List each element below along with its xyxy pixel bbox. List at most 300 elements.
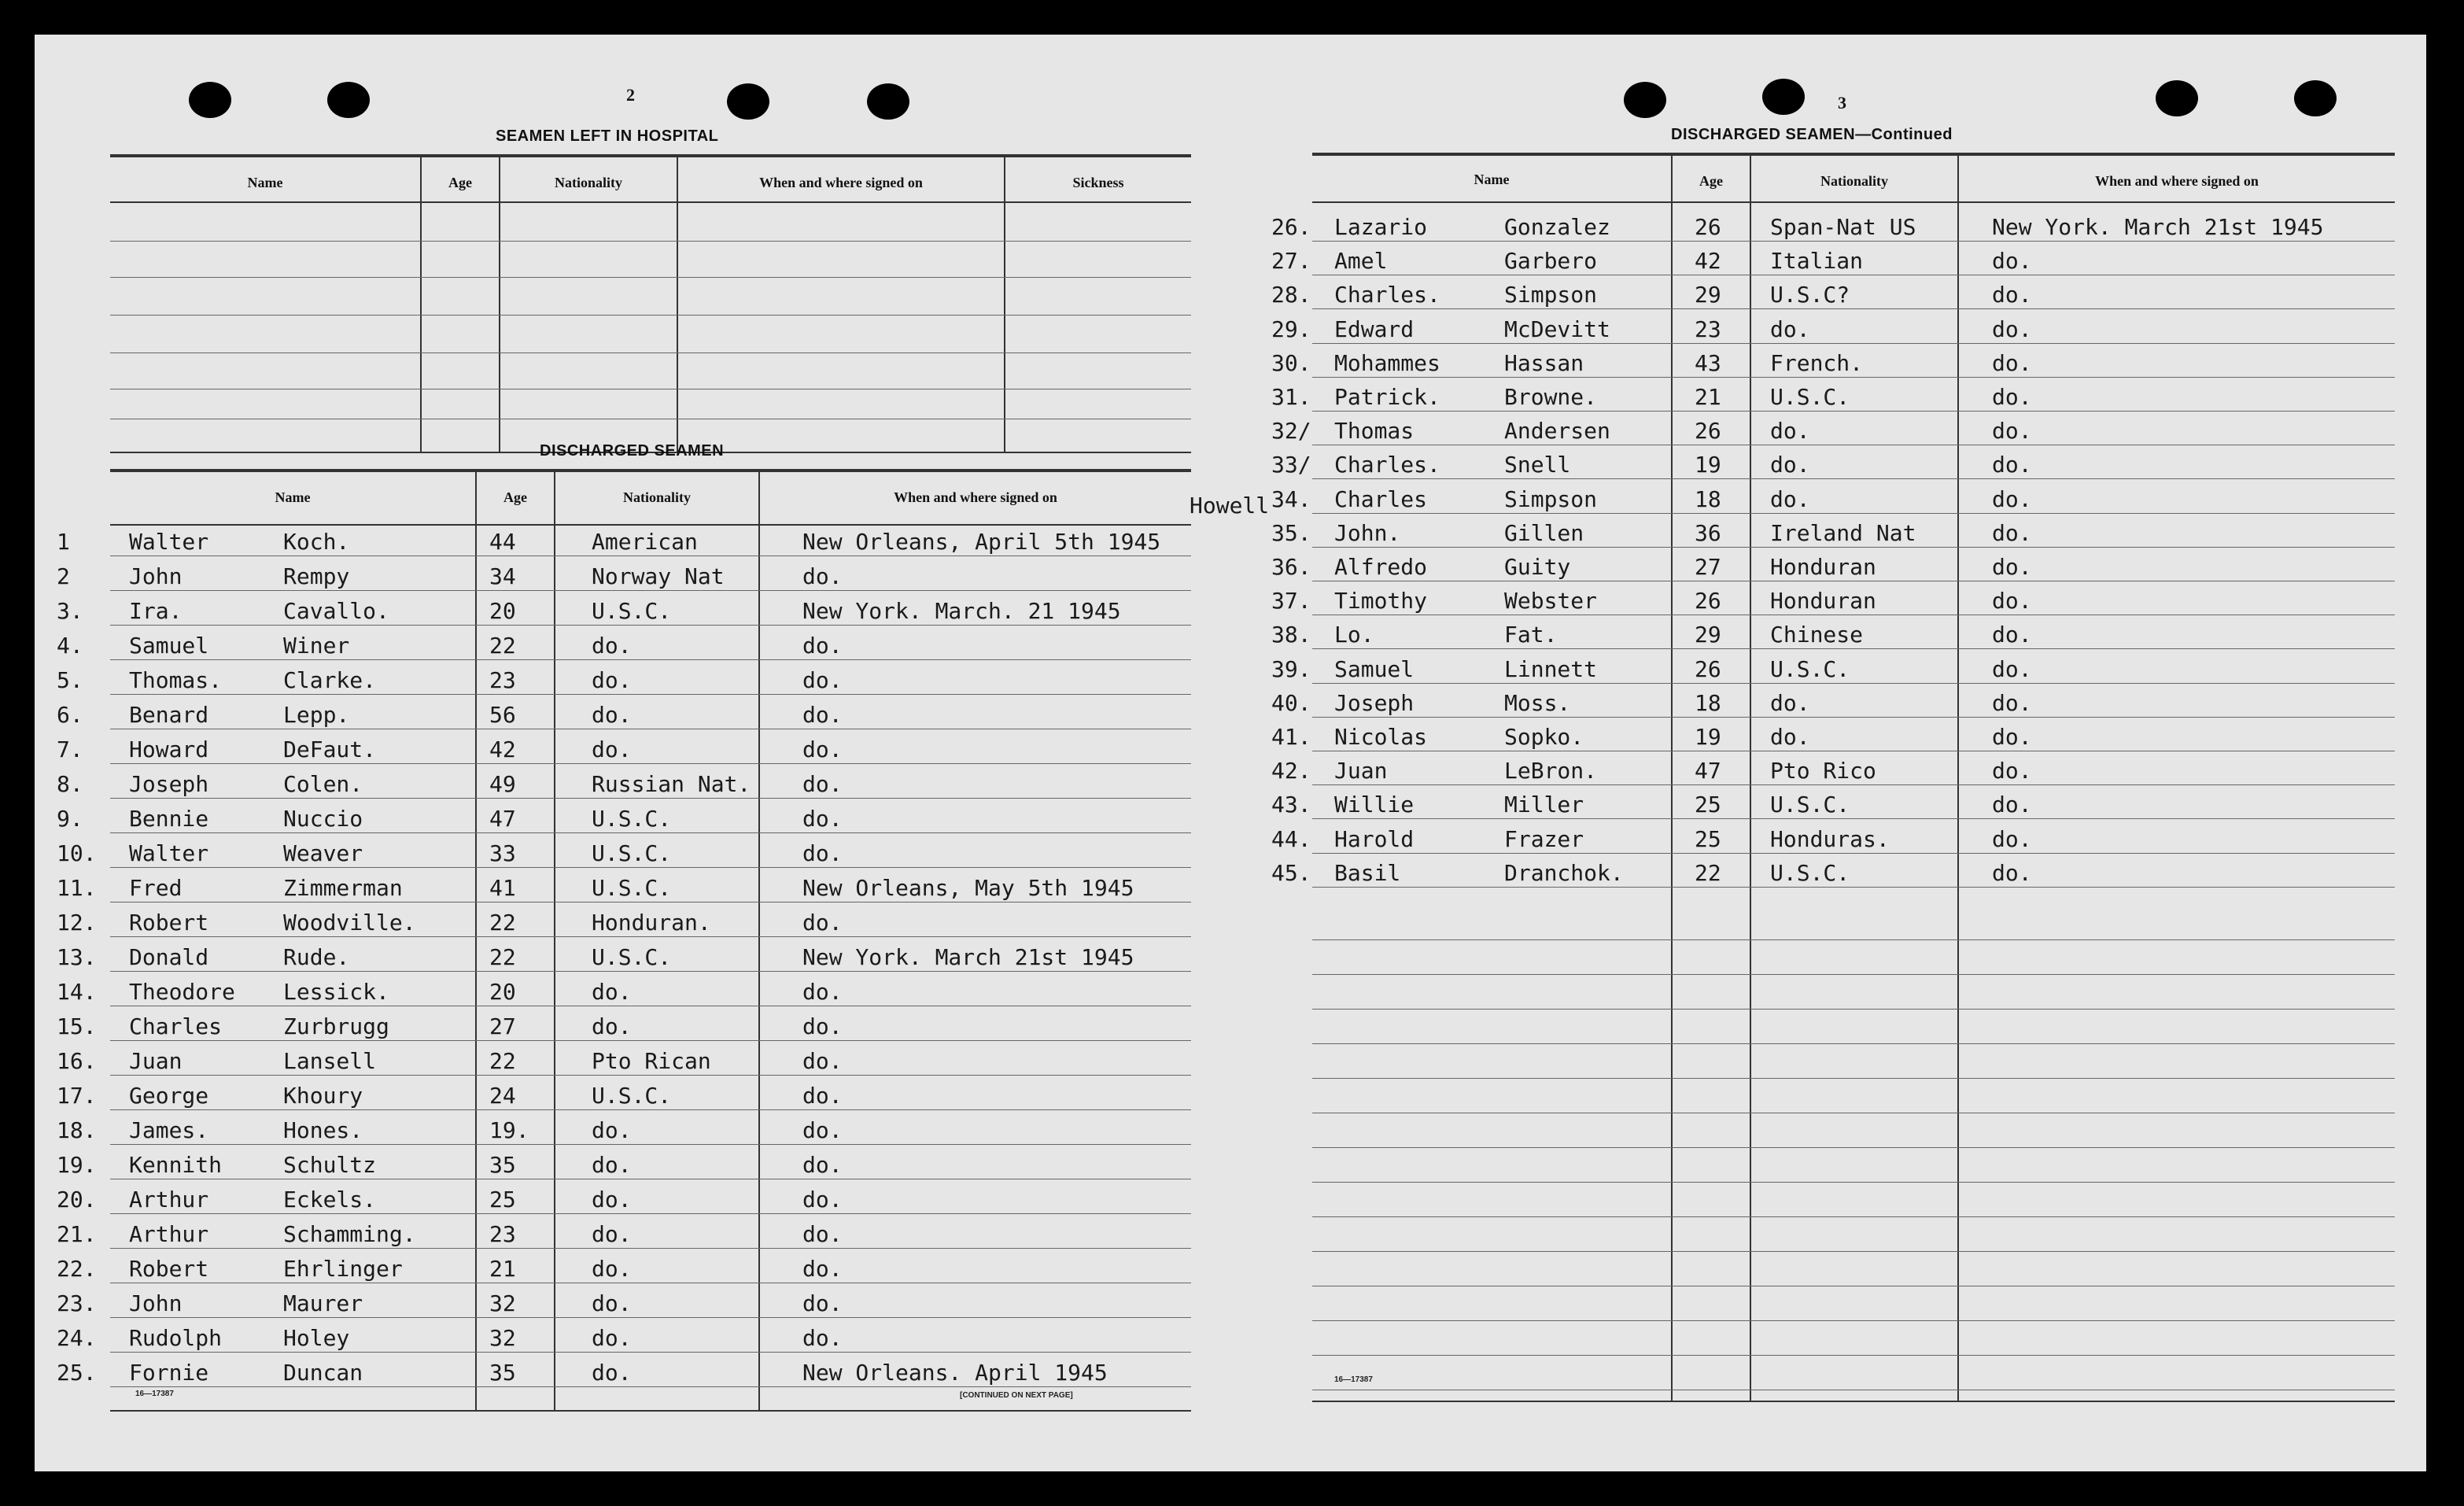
row-number: 38. (1271, 622, 1311, 648)
seaman-first-name: Samuel (129, 633, 209, 659)
seaman-age: 25 (1695, 825, 1721, 852)
row-line (1312, 648, 2395, 649)
row-line (110, 1213, 1191, 1214)
seaman-last-name: Garbero (1504, 248, 1598, 275)
seaman-last-name: McDevitt (1504, 316, 1610, 342)
seaman-last-name: Andersen (1504, 418, 1610, 445)
seaman-first-name: Robert (129, 910, 209, 936)
seaman-first-name: James. (129, 1117, 209, 1143)
page-number: 2 (626, 85, 635, 105)
seaman-age: 47 (1695, 758, 1721, 784)
seaman-nationality: U.S.C. (1770, 859, 1850, 886)
row-line (110, 315, 1191, 316)
row-line (110, 1386, 1191, 1387)
signed-on-when-where: do. (802, 1221, 843, 1247)
row-number: 36. (1271, 554, 1311, 580)
seaman-last-name: DeFaut. (283, 736, 377, 762)
seaman-first-name: Mohammes (1334, 349, 1440, 376)
seaman-age: 32 (489, 1325, 516, 1351)
row-number: 32/ (1271, 418, 1311, 445)
form-number: 16—17387 (1334, 1375, 1373, 1384)
seaman-nationality: U.S.C. (592, 840, 672, 866)
seaman-last-name: Moss. (1504, 689, 1571, 716)
row-number: 15. (57, 1013, 97, 1039)
signed-on-when-where: do. (802, 702, 843, 728)
row-line (110, 832, 1191, 833)
row-line (110, 277, 1191, 278)
signed-on-when-where: do. (1992, 622, 2032, 648)
seaman-last-name: Nuccio (283, 806, 363, 832)
seaman-nationality: do. (592, 1221, 632, 1247)
seaman-nationality: Pto Rican (592, 1048, 711, 1074)
seaman-last-name: Gonzalez (1504, 214, 1610, 240)
row-number: 10. (57, 840, 97, 866)
seaman-last-name: Rude. (283, 944, 350, 970)
seaman-age: 42 (489, 736, 516, 762)
signed-on-when-where: do. (1992, 384, 2032, 410)
row-line (110, 1040, 1191, 1041)
seaman-nationality: Span-Nat US (1770, 214, 1916, 240)
seaman-first-name: Charles. (1334, 282, 1440, 308)
seaman-nationality: U.S.C? (1770, 282, 1850, 308)
seaman-age: 42 (1695, 248, 1721, 275)
seaman-last-name: Rempy (283, 563, 350, 589)
seaman-first-name: Howard (129, 736, 209, 762)
seaman-nationality: do. (592, 1290, 632, 1316)
signed-on-when-where: do. (1992, 316, 2032, 342)
row-number: 30. (1271, 349, 1311, 376)
signed-on-when-where: do. (1992, 724, 2032, 750)
seaman-last-name: Zimmerman (283, 875, 403, 901)
seaman-first-name: John. (1334, 519, 1401, 546)
seaman-age: 23 (489, 667, 516, 693)
divider (110, 201, 1191, 203)
row-number: 1 (57, 529, 70, 555)
row-line (1312, 411, 2395, 412)
column-header-name: Name (247, 175, 283, 190)
row-line (110, 625, 1191, 626)
seaman-nationality: do. (1770, 316, 1810, 342)
signed-on-when-where: do. (802, 563, 843, 589)
seaman-last-name: Lessick. (283, 979, 389, 1005)
seaman-age: 47 (489, 806, 516, 832)
divider (110, 154, 1191, 157)
row-number: 12. (57, 910, 97, 936)
seaman-last-name: Weaver (283, 840, 363, 866)
signed-on-when-where: New York. March 21st 1945 (1992, 214, 2324, 240)
row-line (1312, 939, 2395, 940)
seaman-nationality: Pto Rico (1770, 758, 1876, 784)
row-line (1312, 887, 2395, 888)
discharged-continued-title: DISCHARGED SEAMEN—Continued (1671, 126, 1953, 143)
column-header-sickness: Sickness (1072, 175, 1124, 190)
crew-list-sheet (35, 35, 2426, 1471)
seaman-age: 33 (489, 840, 516, 866)
row-number: 2 (57, 563, 70, 589)
seaman-last-name: Clarke. (283, 667, 377, 693)
seaman-last-name: Fat. (1504, 622, 1558, 648)
signed-on-when-where: do. (802, 979, 843, 1005)
row-line (1312, 1182, 2395, 1183)
row-number: 41. (1271, 724, 1311, 750)
seaman-last-name: Duncan (283, 1360, 363, 1386)
row-line (1312, 1216, 2395, 1217)
seaman-age: 24 (489, 1083, 516, 1109)
row-line (110, 1144, 1191, 1145)
seaman-first-name: Charles. (1334, 452, 1440, 478)
seaman-first-name: Samuel (1334, 655, 1415, 682)
seaman-last-name: Lansell (283, 1048, 377, 1074)
seaman-nationality: do. (592, 633, 632, 659)
seaman-nationality: American (592, 529, 698, 555)
seaman-nationality: do. (592, 667, 632, 693)
row-line (110, 1317, 1191, 1318)
row-line (1312, 683, 2395, 684)
seaman-age: 23 (1695, 316, 1721, 342)
seaman-nationality: U.S.C. (592, 944, 672, 970)
column-header-signed-on: When and where signed on (759, 175, 923, 190)
seaman-last-name: Webster (1504, 588, 1598, 615)
seaman-age: 25 (1695, 792, 1721, 818)
seaman-first-name: Amel (1334, 248, 1388, 275)
seaman-last-name: Frazer (1504, 825, 1584, 852)
row-line (110, 971, 1191, 972)
row-number: 16. (57, 1048, 97, 1074)
seaman-first-name: George (129, 1083, 209, 1109)
seaman-age: 22 (489, 633, 516, 659)
signed-on-when-where: do. (1992, 825, 2032, 852)
signed-on-when-where: do. (1992, 689, 2032, 716)
page-number: 3 (1838, 93, 1846, 113)
row-number: 21. (57, 1221, 97, 1247)
signed-on-when-where: do. (802, 806, 843, 832)
seaman-nationality: Ireland Nat (1770, 519, 1916, 546)
seaman-age: 49 (489, 771, 516, 797)
row-line (1312, 343, 2395, 344)
seaman-last-name: Colen. (283, 771, 363, 797)
seaman-last-name: Schamming. (283, 1221, 416, 1247)
signed-on-when-where: do. (1992, 452, 2032, 478)
divider (1312, 153, 2395, 156)
seaman-first-name: Bennie (129, 806, 209, 832)
seaman-first-name: Fornie (129, 1360, 209, 1386)
seaman-first-name: Ira. (129, 598, 183, 624)
seaman-age: 22 (489, 1048, 516, 1074)
seaman-age: 20 (489, 979, 516, 1005)
hospital-section-title: SEAMEN LEFT IN HOSPITAL (496, 127, 719, 145)
seaman-nationality: U.S.C. (592, 806, 672, 832)
row-number: 44. (1271, 825, 1311, 852)
seaman-last-name: Hassan (1504, 349, 1584, 376)
row-number: 6. (57, 702, 83, 728)
row-number: 5. (57, 667, 83, 693)
seaman-nationality: French. (1770, 349, 1864, 376)
seaman-nationality: Norway Nat (592, 563, 725, 589)
seaman-last-name: Holey (283, 1325, 350, 1351)
seaman-age: 29 (1695, 622, 1721, 648)
seaman-first-name: Benard (129, 702, 209, 728)
seaman-nationality: do. (1770, 485, 1810, 512)
seaman-last-name: Miller (1504, 792, 1584, 818)
row-line (1312, 717, 2395, 718)
punch-hole (727, 83, 769, 120)
seaman-first-name: Arthur (129, 1187, 209, 1213)
signed-on-when-where: New Orleans, April 5th 1945 (802, 529, 1161, 555)
seaman-first-name: Fred (129, 875, 183, 901)
seaman-last-name: Hones. (283, 1117, 363, 1143)
seaman-last-name: Linnett (1504, 655, 1598, 682)
row-number: 37. (1271, 588, 1311, 615)
row-number: 29. (1271, 316, 1311, 342)
signed-on-when-where: do. (802, 736, 843, 762)
seaman-first-name: Harold (1334, 825, 1415, 852)
seaman-first-name: Walter (129, 840, 209, 866)
discharged-section-title: DISCHARGED SEAMEN (540, 442, 725, 460)
row-number: 25. (57, 1360, 97, 1386)
seaman-first-name: Walter (129, 529, 209, 555)
seaman-first-name: Lazario (1334, 214, 1428, 240)
seaman-age: 26 (1695, 214, 1721, 240)
seaman-last-name: Guity (1504, 554, 1571, 580)
signed-on-when-where: New York. March 21st 1945 (802, 944, 1134, 970)
row-number: 28. (1271, 282, 1311, 308)
signed-on-when-where: do. (802, 840, 843, 866)
row-line (1312, 1355, 2395, 1356)
seaman-nationality: do. (1770, 689, 1810, 716)
seaman-nationality: do. (592, 979, 632, 1005)
row-number: 11. (57, 875, 97, 901)
row-line (1312, 1320, 2395, 1321)
seaman-age: 18 (1695, 689, 1721, 716)
seaman-last-name: Cavallo. (283, 598, 389, 624)
row-line (1312, 547, 2395, 548)
row-number: 8. (57, 771, 83, 797)
seaman-last-name: Winer (283, 633, 350, 659)
row-number: 42. (1271, 758, 1311, 784)
row-line (1312, 377, 2395, 378)
row-number: 31. (1271, 384, 1311, 410)
seaman-nationality: do. (592, 702, 632, 728)
row-line (110, 867, 1191, 868)
column-divider (475, 472, 477, 1410)
seaman-age: 18 (1695, 485, 1721, 512)
punch-hole (2294, 80, 2337, 116)
row-line (1312, 818, 2395, 819)
seaman-age: 26 (1695, 588, 1721, 615)
seaman-nationality: U.S.C. (1770, 792, 1850, 818)
signed-on-when-where: do. (1992, 418, 2032, 445)
seaman-age: 36 (1695, 519, 1721, 546)
signed-on-when-where: do. (802, 1290, 843, 1316)
row-line (1312, 853, 2395, 854)
seaman-first-name: Thomas (1334, 418, 1415, 445)
seaman-age: 35 (489, 1360, 516, 1386)
row-number: 33/ (1271, 452, 1311, 478)
column-header-signed-on: When and where signed on (2095, 173, 2259, 189)
seaman-first-name: Arthur (129, 1221, 209, 1247)
seaman-first-name: Donald (129, 944, 209, 970)
row-number: 9. (57, 806, 83, 832)
signed-on-when-where: New Orleans. April 1945 (802, 1360, 1108, 1386)
signed-on-when-where: New York. March. 21 1945 (802, 598, 1121, 624)
column-header-name: Name (275, 489, 311, 505)
seaman-last-name: Browne. (1504, 384, 1598, 410)
row-line (110, 241, 1191, 242)
row-number: 39. (1271, 655, 1311, 682)
signed-on-when-where: do. (802, 771, 843, 797)
seaman-last-name: Woodville. (283, 910, 416, 936)
signed-on-when-where: do. (802, 1117, 843, 1143)
seaman-nationality: Honduran. (592, 910, 711, 936)
seaman-nationality: do. (592, 1325, 632, 1351)
seaman-nationality: do. (592, 1117, 632, 1143)
column-divider (499, 157, 500, 453)
row-number: 3. (57, 598, 83, 624)
column-divider (758, 472, 760, 1410)
seaman-last-name: Simpson (1504, 485, 1598, 512)
signed-on-when-where: do. (802, 1013, 843, 1039)
seaman-first-name: Timothy (1334, 588, 1428, 615)
seaman-age: 56 (489, 702, 516, 728)
row-number: 40. (1271, 689, 1311, 716)
row-number: 19. (57, 1152, 97, 1178)
seaman-age: 19. (489, 1117, 529, 1143)
divider (1312, 1401, 2395, 1402)
seaman-first-name: John (129, 563, 183, 589)
seaman-first-name: Kennith (129, 1152, 223, 1178)
seaman-age: 22 (489, 910, 516, 936)
seaman-age: 22 (1695, 859, 1721, 886)
column-divider (677, 157, 678, 453)
row-line (110, 1352, 1191, 1353)
seaman-last-name: Ehrlinger (283, 1256, 403, 1282)
seaman-age: 19 (1695, 452, 1721, 478)
row-line (110, 694, 1191, 695)
row-line (110, 763, 1191, 764)
row-number: 35. (1271, 519, 1311, 546)
signed-on-when-where: do. (802, 1152, 843, 1178)
seaman-nationality: do. (592, 1152, 632, 1178)
seaman-first-name: Nicolas (1334, 724, 1428, 750)
divider (110, 524, 1191, 526)
signed-on-when-where: do. (1992, 554, 2032, 580)
row-line (110, 659, 1191, 660)
seaman-nationality: do. (592, 1360, 632, 1386)
seaman-first-name: Charles (129, 1013, 223, 1039)
column-divider (554, 472, 555, 1410)
seaman-age: 34 (489, 563, 516, 589)
seaman-age: 29 (1695, 282, 1721, 308)
signed-on-when-where: do. (1992, 349, 2032, 376)
signed-on-when-where: New Orleans, May 5th 1945 (802, 875, 1134, 901)
seaman-first-name: Basil (1334, 859, 1401, 886)
margin-note: Howell (1190, 493, 1270, 519)
seaman-age: 43 (1695, 349, 1721, 376)
seaman-age: 27 (489, 1013, 516, 1039)
row-number: 18. (57, 1117, 97, 1143)
seaman-last-name: Snell (1504, 452, 1571, 478)
seaman-first-name: Thomas. (129, 667, 223, 693)
row-line (1312, 974, 2395, 975)
row-number: 14. (57, 979, 97, 1005)
seaman-nationality: do. (1770, 452, 1810, 478)
seaman-last-name: Dranchok. (1504, 859, 1624, 886)
seaman-last-name: Maurer (283, 1290, 363, 1316)
row-number: 23. (57, 1290, 97, 1316)
punch-hole (1624, 82, 1666, 118)
signed-on-when-where: do. (1992, 485, 2032, 512)
seaman-first-name: Willie (1334, 792, 1415, 818)
column-header-nationality: Nationality (1820, 173, 1888, 189)
seaman-last-name: Khoury (283, 1083, 363, 1109)
seaman-age: 27 (1695, 554, 1721, 580)
form-number: 16—17387 (135, 1390, 174, 1398)
seaman-age: 41 (489, 875, 516, 901)
signed-on-when-where: do. (1992, 588, 2032, 615)
signed-on-when-where: do. (802, 1187, 843, 1213)
seaman-last-name: Lepp. (283, 702, 350, 728)
row-line (1312, 308, 2395, 309)
seaman-first-name: Robert (129, 1256, 209, 1282)
row-line (1312, 241, 2395, 242)
row-number: 24. (57, 1325, 97, 1351)
seaman-first-name: Joseph (1334, 689, 1415, 716)
signed-on-when-where: do. (802, 910, 843, 936)
row-number: 43. (1271, 792, 1311, 818)
seaman-first-name: Patrick. (1334, 384, 1440, 410)
seaman-last-name: Zurbrugg (283, 1013, 389, 1039)
punch-hole (2156, 80, 2198, 116)
seaman-first-name: Alfredo (1334, 554, 1428, 580)
seaman-last-name: Sopko. (1504, 724, 1584, 750)
seaman-nationality: Honduras. (1770, 825, 1890, 852)
row-number: 45. (1271, 859, 1311, 886)
column-header-age: Age (1699, 173, 1723, 189)
punch-hole (327, 82, 370, 118)
seaman-first-name: Rudolph (129, 1325, 223, 1351)
seaman-age: 26 (1695, 418, 1721, 445)
signed-on-when-where: do. (802, 1325, 843, 1351)
seaman-nationality: do. (1770, 418, 1810, 445)
row-line (1312, 1043, 2395, 1044)
seaman-nationality: Honduran (1770, 554, 1876, 580)
row-number: 13. (57, 944, 97, 970)
column-header-name: Name (1474, 172, 1510, 187)
seaman-nationality: U.S.C. (1770, 655, 1850, 682)
column-divider (1004, 157, 1005, 453)
row-line (1312, 1147, 2395, 1148)
row-number: 27. (1271, 248, 1311, 275)
seaman-age: 23 (489, 1221, 516, 1247)
column-header-nationality: Nationality (622, 489, 691, 505)
seaman-first-name: Lo. (1334, 622, 1374, 648)
seaman-nationality: do. (592, 1187, 632, 1213)
seaman-nationality: Russian Nat. (592, 771, 751, 797)
seaman-age: 25 (489, 1187, 516, 1213)
row-line (110, 1109, 1191, 1110)
row-line (110, 1075, 1191, 1076)
seaman-age: 20 (489, 598, 516, 624)
seaman-age: 22 (489, 944, 516, 970)
signed-on-when-where: do. (1992, 282, 2032, 308)
signed-on-when-where: do. (1992, 519, 2032, 546)
row-number: 17. (57, 1083, 97, 1109)
seaman-age: 19 (1695, 724, 1721, 750)
seaman-first-name: John (129, 1290, 183, 1316)
row-line (110, 1248, 1191, 1249)
row-number: 4. (57, 633, 83, 659)
row-line (110, 798, 1191, 799)
